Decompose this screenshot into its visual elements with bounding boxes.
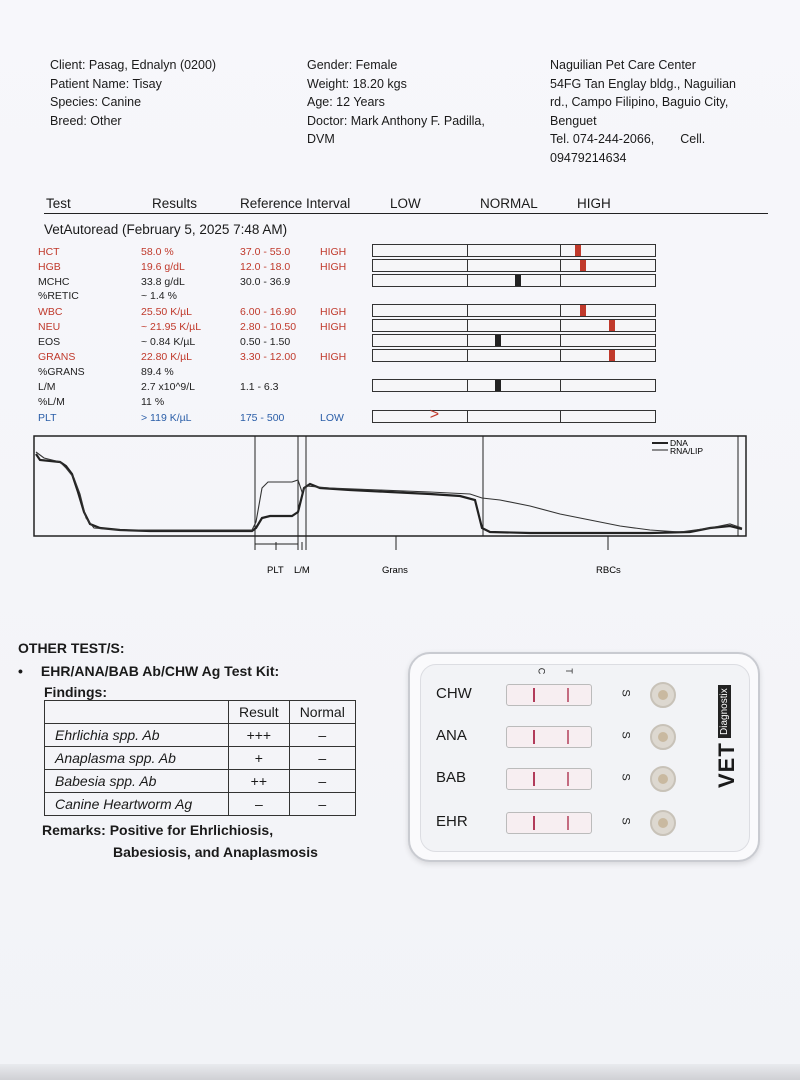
kit-row-label: ANA xyxy=(436,727,467,744)
result-range-bar xyxy=(372,379,656,392)
findings-row xyxy=(45,724,356,747)
col-normal: NORMAL xyxy=(480,196,538,211)
range-marker xyxy=(609,350,615,361)
clinic-name: Naguilian Pet Care Center xyxy=(550,58,696,72)
result-flag: LOW xyxy=(320,412,344,424)
result-flag: HIGH xyxy=(320,321,347,333)
result-range-bar xyxy=(372,304,656,317)
result-name: HGB xyxy=(38,261,61,273)
clinic-cell: 09479214634 xyxy=(550,150,627,165)
result-flag: HIGH xyxy=(320,306,347,318)
kit-brand-sub: Diagnostix xyxy=(718,685,731,738)
result-flag: HIGH xyxy=(320,246,347,258)
legend-dna: DNA xyxy=(670,438,688,448)
range-divider xyxy=(467,350,468,361)
result-reference: 175 - 500 xyxy=(240,412,285,424)
result-range-bar xyxy=(372,274,656,287)
test-line xyxy=(567,816,569,830)
findings-row xyxy=(45,793,356,816)
kit-row-label: BAB xyxy=(436,769,467,786)
kit-bullet-text: EHR/ANA/BAB Ab/CHW Ag Test Kit: xyxy=(40,663,280,679)
findings-test-name: Anaplasma spp. Ab xyxy=(45,747,229,770)
range-divider xyxy=(467,380,468,391)
label-plt: PLT xyxy=(267,565,284,576)
range-marker xyxy=(495,335,501,346)
clinic-tel: Tel. 074-244-2066, xyxy=(550,132,655,146)
result-value: 11 % xyxy=(141,396,165,408)
findings-test-name: Ehrlichia spp. Ab xyxy=(45,724,229,747)
low-arrow-marker: > xyxy=(429,406,440,423)
bottom-edge xyxy=(0,1064,800,1080)
result-name: MCHC xyxy=(38,276,70,288)
range-divider xyxy=(560,380,561,391)
bullet-dot: • xyxy=(18,663,23,679)
kit-sample-label: S xyxy=(619,689,632,697)
test-line xyxy=(567,688,569,702)
range-marker xyxy=(575,245,581,256)
findings-header-blank xyxy=(45,701,229,724)
label-grans: Grans xyxy=(382,565,408,576)
result-value: > 119 K/µL xyxy=(141,412,192,424)
sample-well xyxy=(650,810,676,836)
doctor-line: Doctor: Mark Anthony F. Padilla, xyxy=(307,113,485,128)
kit-test-strip xyxy=(506,812,592,834)
col-reference: Reference Interval xyxy=(240,196,351,211)
sample-well xyxy=(650,766,676,792)
legend-rna: RNA/LIP xyxy=(670,446,704,456)
kit-t-label: T xyxy=(563,668,574,674)
result-reference: 1.1 - 6.3 xyxy=(240,381,279,393)
kit-sample-label: S xyxy=(619,773,632,781)
kit-bullet-line xyxy=(18,663,279,679)
result-name: NEU xyxy=(38,321,61,333)
findings-test-name: Canine Heartworm Ag xyxy=(45,793,229,816)
test-line xyxy=(567,772,569,786)
kit-test-strip xyxy=(506,726,592,748)
range-divider xyxy=(560,305,561,316)
result-name: HCT xyxy=(38,246,60,258)
control-line xyxy=(533,730,535,744)
findings-header-result: Result xyxy=(229,701,290,724)
findings-normal: – xyxy=(289,724,355,747)
range-divider xyxy=(467,320,468,331)
range-divider xyxy=(560,411,561,422)
range-divider xyxy=(467,275,468,286)
result-reference: 0.50 - 1.50 xyxy=(240,336,291,348)
result-range-bar xyxy=(372,244,656,257)
result-name: GRANS xyxy=(38,351,76,363)
range-divider xyxy=(467,245,468,256)
result-value: 2.7 x10^9/L xyxy=(141,381,195,393)
result-reference: 3.30 - 12.00 xyxy=(240,351,297,363)
breed-line: Breed: Other xyxy=(50,113,122,128)
result-value: 25.50 K/µL xyxy=(141,306,193,318)
findings-table xyxy=(44,700,356,816)
kit-test-strip xyxy=(506,768,592,790)
result-flag: HIGH xyxy=(320,351,347,363)
range-marker xyxy=(609,320,615,331)
findings-result: +++ xyxy=(229,724,290,747)
result-range-bar xyxy=(372,319,656,332)
range-marker xyxy=(580,305,586,316)
findings-row xyxy=(45,747,356,770)
result-value: ~ 1.4 % xyxy=(141,290,177,302)
findings-result: + xyxy=(229,747,290,770)
result-name: L/M xyxy=(38,381,56,393)
findings-label: Findings: xyxy=(44,684,107,700)
findings-test-name: Babesia spp. Ab xyxy=(45,770,229,793)
clinic-address-2: rd., Campo Filipino, Baguio City, xyxy=(550,95,729,109)
range-divider xyxy=(560,320,561,331)
control-line xyxy=(533,772,535,786)
test-line xyxy=(567,730,569,744)
range-divider xyxy=(560,275,561,286)
result-name: EOS xyxy=(38,336,61,348)
result-reference: 12.0 - 18.0 xyxy=(240,261,291,273)
result-name: %GRANS xyxy=(38,366,85,378)
clinic-address-1: 54FG Tan Englay bldg., Naguilian xyxy=(550,76,736,91)
label-rbcs: RBCs xyxy=(596,565,621,576)
result-value: 22.80 K/µL xyxy=(141,351,193,363)
result-value: 58.0 % xyxy=(141,246,174,258)
control-line xyxy=(533,816,535,830)
result-reference: 30.0 - 36.9 xyxy=(240,276,291,288)
axis-ticks xyxy=(255,536,608,550)
range-divider xyxy=(560,335,561,346)
client-line: Client: Pasag, Ednalyn (0200) xyxy=(50,58,217,72)
kit-c-label: C xyxy=(536,667,547,675)
result-value: ~ 21.95 K/µL xyxy=(141,321,202,333)
col-results: Results xyxy=(152,196,198,211)
range-divider xyxy=(560,245,561,256)
result-name: WBC xyxy=(38,306,63,318)
remarks-line-2: Babesiosis, and Anaplasmosis xyxy=(113,844,318,860)
result-name: %L/M xyxy=(38,396,65,408)
range-marker xyxy=(580,260,586,271)
age-line: Age: 12 Years xyxy=(307,95,385,109)
result-range-bar xyxy=(372,259,656,272)
control-line xyxy=(533,688,535,702)
result-value: 33.8 g/dL xyxy=(141,276,185,288)
test-kit-cassette xyxy=(408,652,760,862)
range-marker xyxy=(495,380,501,391)
result-reference: 2.80 - 10.50 xyxy=(240,321,297,333)
sample-well xyxy=(650,724,676,750)
range-divider xyxy=(560,260,561,271)
histogram-graph xyxy=(30,432,750,582)
kit-row-label: EHR xyxy=(436,813,468,830)
gender-line: Gender: Female xyxy=(307,58,398,72)
range-divider xyxy=(560,350,561,361)
result-name: PLT xyxy=(38,412,57,424)
findings-result: ++ xyxy=(229,770,290,793)
client-info xyxy=(50,56,216,130)
result-range-bar xyxy=(372,406,656,423)
kit-row-label: CHW xyxy=(436,685,472,702)
doctor-title-line: DVM xyxy=(307,132,335,146)
result-name: %RETIC xyxy=(38,290,79,302)
header-rule xyxy=(44,213,768,214)
kit-brand: VET xyxy=(714,742,739,788)
sample-well xyxy=(650,682,676,708)
result-flag: HIGH xyxy=(320,261,347,273)
clinic-address-3: Benguet xyxy=(550,113,597,128)
col-low: LOW xyxy=(390,196,421,211)
findings-row xyxy=(45,770,356,793)
result-value: ~ 0.84 K/µL xyxy=(141,336,196,348)
col-test: Test xyxy=(46,196,71,211)
kit-sample-label: S xyxy=(619,817,632,825)
species-line: Species: Canine xyxy=(50,95,142,109)
analyzer-title: VetAutoread (February 5, 2025 7:48 AM) xyxy=(44,222,288,237)
result-reference: 37.0 - 55.0 xyxy=(240,246,291,258)
result-value: 19.6 g/dL xyxy=(141,261,185,273)
findings-normal: – xyxy=(289,793,355,816)
remarks-line-1: Remarks: Positive for Ehrlichiosis, xyxy=(42,822,274,838)
findings-header-row xyxy=(45,701,356,724)
range-divider xyxy=(467,305,468,316)
range-divider xyxy=(467,411,468,422)
result-range-bar xyxy=(372,349,656,362)
label-lm: L/M xyxy=(294,565,310,576)
kit-sample-label: S xyxy=(619,731,632,739)
graph-frame xyxy=(34,436,746,536)
other-tests-title: OTHER TEST/S: xyxy=(18,640,125,656)
findings-normal: – xyxy=(289,747,355,770)
range-marker xyxy=(515,275,521,286)
findings-normal: – xyxy=(289,770,355,793)
weight-line: Weight: 18.20 kgs xyxy=(307,76,407,91)
patient-details xyxy=(307,56,485,149)
kit-test-strip xyxy=(506,684,592,706)
result-value: 89.4 % xyxy=(141,366,174,378)
clinic-cell-label: Cell. xyxy=(680,132,706,146)
clinic-info xyxy=(550,56,736,167)
findings-header-normal: Normal xyxy=(289,701,355,724)
col-high: HIGH xyxy=(577,196,611,211)
range-divider xyxy=(467,260,468,271)
dna-curve xyxy=(36,454,742,533)
patient-line: Patient Name: Tisay xyxy=(50,76,162,91)
findings-result: – xyxy=(229,793,290,816)
range-divider xyxy=(467,335,468,346)
result-reference: 6.00 - 16.90 xyxy=(240,306,297,318)
result-range-bar xyxy=(372,334,656,347)
